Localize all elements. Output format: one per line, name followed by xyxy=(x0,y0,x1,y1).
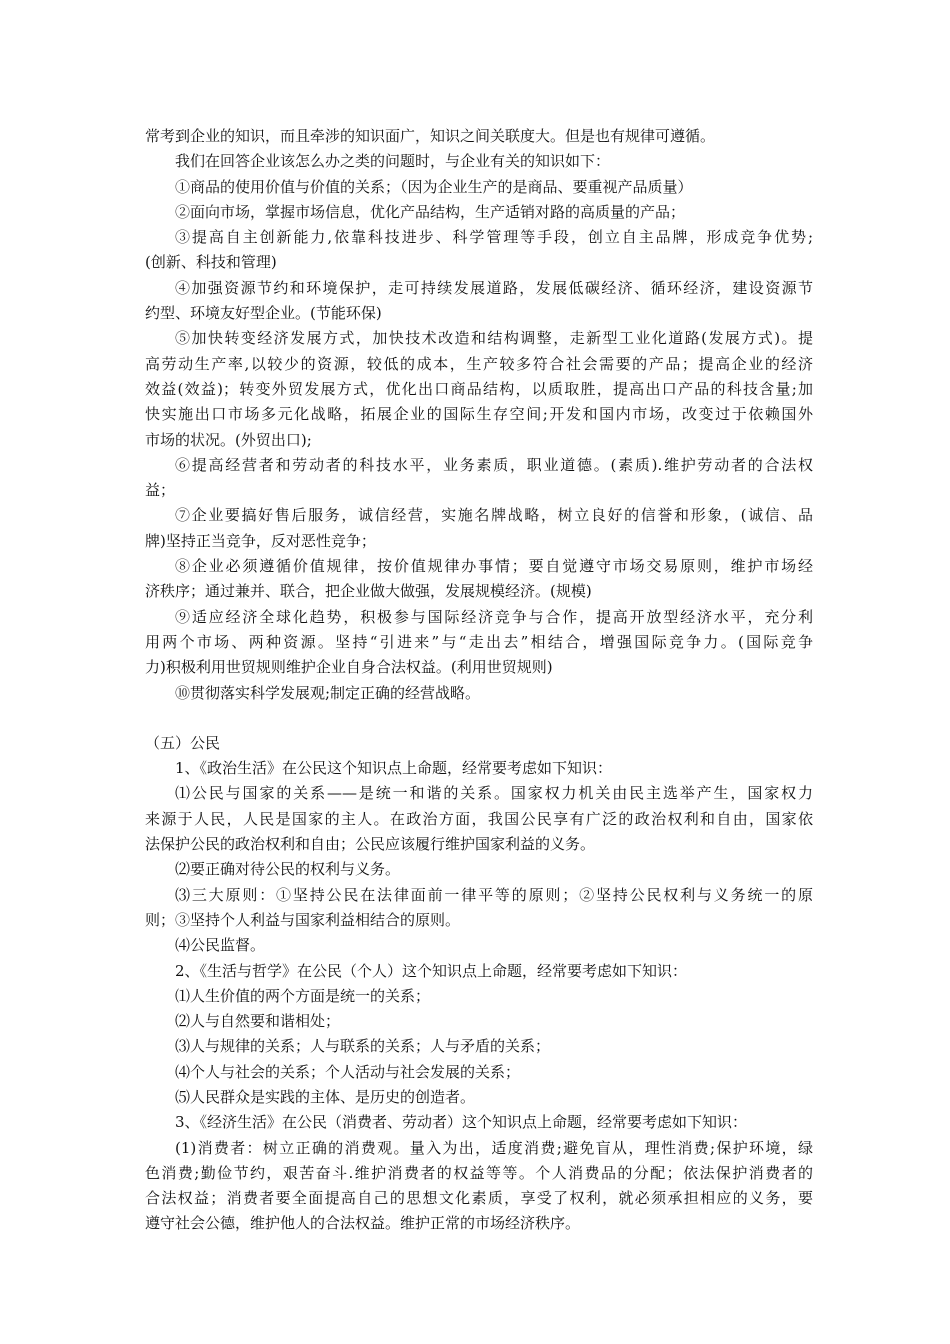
section-heading xyxy=(145,731,813,756)
paragraph xyxy=(145,554,813,605)
paragraph xyxy=(145,1009,813,1034)
text-line: ⑩贯彻落实科学发展观;制定正确的经营战略。 xyxy=(175,683,481,702)
text-line: 来源于人民，人民是国家的主人。在政治方面，我国公民享有广泛的政治权利和自由，国家依 xyxy=(145,809,813,828)
text-line: ③提高自主创新能力,依靠科技进步、科学管理等手段，创立自主品牌，形成竞争优势; xyxy=(175,228,813,247)
text-line: 快实施出口市场多元化战略，拓展企业的国际生存空间;开发和国内市场，改变过于依赖国外 xyxy=(145,405,813,424)
text-line: ④加强资源节约和环境保护，走可持续发展道路，发展低碳经济、循环经济，建设资源节 xyxy=(175,278,813,297)
text-line: ①商品的使用价值与价值的关系；（因为企业生产的是商品、要重视产品质量） xyxy=(175,177,693,196)
paragraph xyxy=(145,1034,813,1059)
section-spacer xyxy=(145,706,813,731)
text-line: 高劳动生产率,以较少的资源，较低的成本，生产较多符合社会需要的产品；提高企业的经济 xyxy=(145,354,813,373)
text-line: ②面向市场，掌握市场信息，优化产品结构，生产适销对路的高质量的产品； xyxy=(175,202,686,221)
paragraph xyxy=(145,1085,813,1110)
paragraph xyxy=(145,984,813,1009)
paragraph xyxy=(145,175,813,200)
paragraph xyxy=(145,1060,813,1085)
paragraph xyxy=(145,326,813,452)
paragraph xyxy=(145,681,813,706)
paragraph xyxy=(145,756,813,781)
paragraph xyxy=(145,453,813,504)
text-line: 用两个市场、两种资源。坚持“引进来”与“走出去”相结合，增强国际竞争力。(国际竞争 xyxy=(145,632,813,651)
paragraph xyxy=(145,225,813,276)
paragraph xyxy=(145,605,813,681)
text-line: ⑤加快转变经济发展方式，加快技术改造和结构调整，走新型工业化道路(发展方式)。提 xyxy=(175,329,813,348)
text-line: 3、《经济生活》在公民（消费者、劳动者）这个知识点上命题，经常要考虑如下知识： xyxy=(175,1113,748,1132)
text-line: ⑷公民监督。 xyxy=(175,936,266,955)
text-line: 合法权益；消费者要全面提高自己的思想文化素质，享受了权利，就必须承担相应的义务，要 xyxy=(145,1189,813,1208)
text-line: 色消费;勤俭节约，艰苦奋斗.维护消费者的权益等等。个人消费品的分配；依法保护消费者的 xyxy=(145,1163,813,1182)
paragraph xyxy=(145,959,813,984)
text-line: (1)消费者：树立正确的消费观。量入为出，适度消费;避免盲从，理性消费;保护环境，绿 xyxy=(175,1138,813,1157)
text-line: 则；③坚持个人利益与国家利益相结合的原则。 xyxy=(145,910,461,929)
text-line: ⑶人与规律的关系；人与联系的关系；人与矛盾的关系； xyxy=(175,1037,551,1056)
text-line: ⑷个人与社会的关系；个人活动与社会发展的关系； xyxy=(175,1062,521,1081)
text-line: 牌)坚持正当竞争，反对恶性竞争； xyxy=(145,531,376,550)
text-line: ⑦企业要搞好售后服务，诚信经营，实施名牌战略，树立良好的信誉和形象，(诚信、品 xyxy=(175,506,813,525)
text-line: 效益(效益)；转变外贸发展方式，优化出口商品结构，以质取胜，提高出口产品的科技含量;加 xyxy=(145,379,813,398)
text-line: ⑴人生价值的两个方面是统一的关系； xyxy=(175,986,431,1005)
text-line: 市场的状况。(外贸出口); xyxy=(145,430,312,449)
paragraph xyxy=(145,883,813,934)
text-line: 益； xyxy=(145,481,176,500)
text-line: ⑸人民群众是实践的主体、是历史的创造者。 xyxy=(175,1087,476,1106)
paragraph xyxy=(145,503,813,554)
paragraph xyxy=(145,857,813,882)
paragraph xyxy=(145,276,813,327)
text-line: 济秩序；通过兼并、联合，把企业做大做强，发展规模经济。(规模) xyxy=(145,582,592,601)
text-line: ⑥提高经营者和劳动者的科技水平，业务素质，职业道德。(素质).维护劳动者的合法权 xyxy=(175,455,813,474)
text-line: 遵守社会公德，维护他人的合法权益。维护正常的市场经济秩序。 xyxy=(145,1214,581,1233)
paragraph xyxy=(145,124,813,149)
text-line: 1、《政治生活》在公民这个知识点上命题，经常要考虑如下知识： xyxy=(175,759,613,778)
paragraph xyxy=(145,1136,813,1237)
paragraph xyxy=(145,933,813,958)
paragraph xyxy=(145,781,813,857)
text-line: ⑴公民与国家的关系——是统一和谐的关系。国家权力机关由民主选举产生，国家权力 xyxy=(175,784,813,803)
text-line: 常考到企业的知识，而且牵涉的知识面广，知识之间关联度大。但是也有规律可遵循。 xyxy=(145,127,716,145)
text-line: ⑵要正确对待公民的权利与义务。 xyxy=(175,860,401,879)
text-line: 力)积极利用世贸规则维护企业自身合法权益。(利用世贸规则) xyxy=(145,658,553,677)
text-line: 我们在回答企业该怎么办之类的问题时，与企业有关的知识如下： xyxy=(175,152,611,171)
text-line: (创新、科技和管理) xyxy=(145,253,277,272)
paragraph xyxy=(145,1110,813,1135)
paragraph xyxy=(145,149,813,174)
text-line: ⑧企业必须遵循价值规律，按价值规律办事情；要自觉遵守市场交易原则，维护市场经 xyxy=(175,557,813,576)
document-page xyxy=(145,124,813,1237)
paragraph xyxy=(145,200,813,225)
text-line: 约型、环境友好型企业。(节能环保) xyxy=(145,304,382,323)
text-line: 2、《生活与哲学》在公民（个人）这个知识点上命题，经常要考虑如下知识： xyxy=(175,961,688,980)
text-line: ⑵人与自然要和谐相处； xyxy=(175,1012,341,1031)
text-line: 法保护公民的政治权利和自由；公民应该履行维护国家利益的义务。 xyxy=(145,835,596,854)
text-line: ⑶三大原则：①坚持公民在法律面前一律平等的原则；②坚持公民权利与义务统一的原 xyxy=(175,885,813,904)
text-line: ⑨适应经济全球化趋势，积极参与国际经济竞争与合作，提高开放型经济水平，充分利 xyxy=(175,607,813,626)
text-line: （五）公民 xyxy=(145,733,221,752)
